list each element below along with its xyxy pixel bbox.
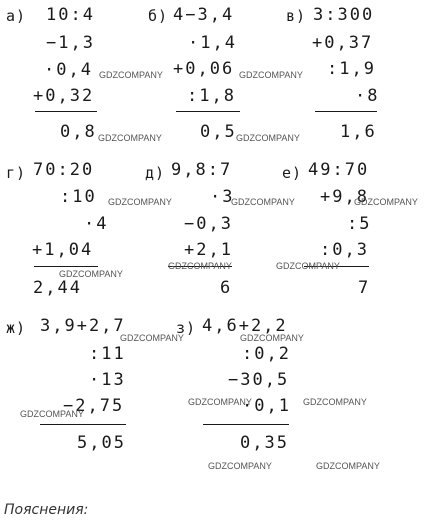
step-z-3: ·0,1 <box>242 396 291 416</box>
result-d: 6 <box>220 278 233 298</box>
watermark: GDZCOMPANY <box>236 133 300 143</box>
expr-zh: 3,9+2,7 <box>40 316 126 336</box>
watermark: GDZCOMPANY <box>239 70 303 80</box>
watermark: GDZCOMPANY <box>168 261 232 271</box>
watermark: GDZCOMPANY <box>240 333 304 343</box>
result-e: 7 <box>358 278 371 298</box>
step-z-2: −30,5 <box>228 370 290 390</box>
watermark: GDZCOMPANY <box>120 333 184 343</box>
step-z-1: :0,2 <box>242 344 291 364</box>
step-b-2: +0,06 <box>173 59 235 79</box>
label-z: з) <box>176 319 197 337</box>
step-b-3: :1,8 <box>187 86 236 106</box>
step-e-3: :0,3 <box>320 240 369 260</box>
expr-d: 9,8:7 <box>171 160 233 180</box>
result-zh: 5,05 <box>77 433 126 453</box>
divider-a <box>35 111 97 112</box>
divider-z <box>203 424 289 425</box>
label-a: а) <box>6 7 27 25</box>
watermark: GDZCOMPANY <box>99 70 163 80</box>
expr-e: 49:70 <box>308 160 370 180</box>
explanations-heading: Пояснения: <box>4 502 89 518</box>
result-z: 0,35 <box>240 433 289 453</box>
step-v-2: :1,9 <box>327 59 376 79</box>
watermark: GDZCOMPANY <box>208 461 272 471</box>
label-zh: ж) <box>6 319 27 337</box>
label-g: г) <box>6 164 27 182</box>
result-b: 0,5 <box>200 122 237 142</box>
watermark: GDZCOMPANY <box>354 197 418 207</box>
step-v-3: ·8 <box>355 86 380 106</box>
step-b-1: ·1,4 <box>188 33 237 53</box>
step-v-1: +0,37 <box>312 33 374 53</box>
step-zh-2: ·13 <box>89 370 126 390</box>
step-e-1: +9,8 <box>320 187 369 207</box>
expr-g: 70:20 <box>33 160 95 180</box>
watermark: GDZCOMPANY <box>303 397 367 407</box>
watermark: GDZCOMPANY <box>276 261 340 271</box>
step-g-2: ·4 <box>84 214 109 234</box>
divider-b <box>176 111 240 112</box>
watermark: GDZCOMPANY <box>20 409 84 419</box>
step-a-3: +0,32 <box>33 86 95 106</box>
expr-b: 4−3,4 <box>173 5 235 25</box>
label-e: е) <box>282 164 303 182</box>
label-b: б) <box>148 7 169 25</box>
step-d-1: ·3 <box>210 187 235 207</box>
step-a-2: ·0,4 <box>44 60 93 80</box>
watermark: GDZCOMPANY <box>188 397 252 407</box>
step-d-2: −0,3 <box>184 214 233 234</box>
step-g-1: :10 <box>60 187 97 207</box>
step-zh-1: :11 <box>89 344 126 364</box>
watermark: GDZCOMPANY <box>59 269 123 279</box>
watermark: GDZCOMPANY <box>316 461 380 471</box>
watermark: GDZCOMPANY <box>231 197 295 207</box>
step-e-2: :5 <box>347 214 372 234</box>
divider-g <box>34 266 98 267</box>
divider-v <box>315 111 377 112</box>
result-g: 2,44 <box>33 278 82 298</box>
step-zh-3: −2,75 <box>63 396 125 416</box>
result-a: 0,8 <box>60 122 97 142</box>
step-d-3: +2,1 <box>184 240 233 260</box>
result-v: 1,6 <box>340 122 377 142</box>
divider-zh <box>40 424 126 425</box>
expr-a: 10:4 <box>46 5 95 25</box>
expr-v: 3:300 <box>313 5 375 25</box>
label-v: в) <box>286 7 307 25</box>
step-g-3: +1,04 <box>32 240 94 260</box>
step-a-1: −1,3 <box>46 33 95 53</box>
watermark: GDZCOMPANY <box>98 133 162 143</box>
expr-z: 4,6+2,2 <box>202 316 288 336</box>
label-d: д) <box>145 164 166 182</box>
watermark: GDZCOMPANY <box>108 197 172 207</box>
